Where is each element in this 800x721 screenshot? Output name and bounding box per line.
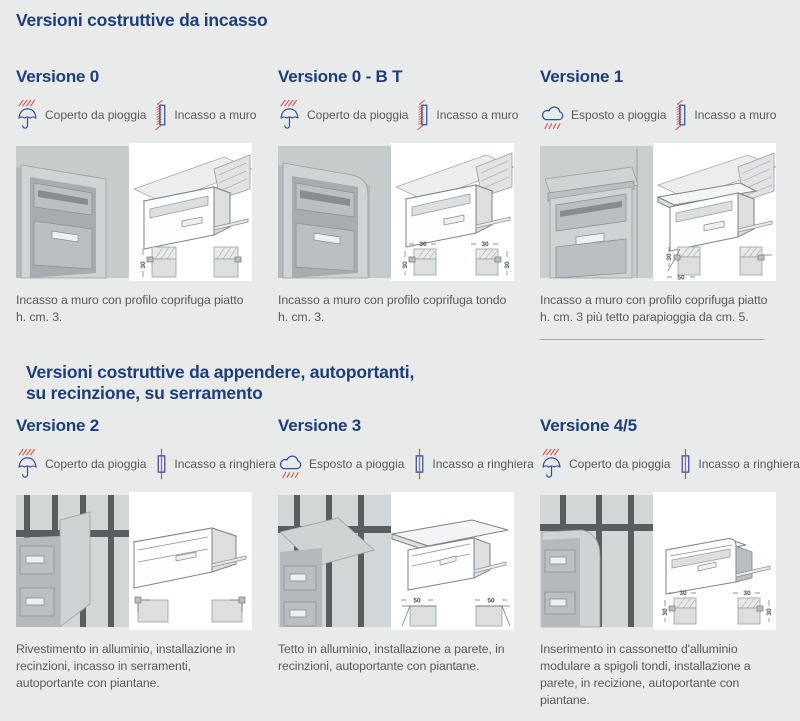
svg-text:30: 30 [419, 241, 427, 249]
wall-recess-icon [675, 96, 688, 134]
svg-text:30: 30 [481, 241, 489, 249]
badge-wall-recess [155, 96, 256, 134]
card-title: Versione 0 - B T [278, 67, 403, 87]
card-description: Incasso a muro con profilo coprifuga piatto h. cm. 3 più tetto parapioggia da cm. 5. [540, 293, 768, 325]
badge-label: Incasso a muro [436, 108, 519, 123]
illustration-versione-0-bt [278, 143, 514, 281]
badge-railing-recess [413, 445, 533, 483]
card-title: Versione 3 [278, 416, 362, 436]
rain-cloud-icon [540, 104, 565, 131]
card-description: Rivestimento in alluminio, installazione in recinzioni, incasso in serramenti, autoportante con piantane. [16, 642, 236, 691]
svg-text:30: 30 [766, 608, 773, 616]
section-title-line2: su recinzione, su serramento [26, 382, 263, 403]
badge-wall-recess [417, 96, 518, 134]
badge-row [540, 93, 776, 137]
badge-label: Incasso a ringhiera [174, 457, 276, 472]
illustration-versione-2 [16, 492, 252, 630]
badge-label: Incasso a ringhiera [698, 457, 800, 472]
wall-recess-icon [155, 96, 168, 134]
badge-row [278, 93, 519, 137]
badge-exposed [540, 100, 666, 131]
badge-label: Coperto da pioggia [45, 457, 147, 472]
badge-row [16, 93, 257, 137]
svg-text:30: 30 [679, 590, 687, 598]
svg-text:30: 30 [140, 261, 147, 269]
badge-railing-recess [155, 445, 275, 483]
section-title-line1: Versioni costruttive da appendere, autoportanti, [26, 361, 415, 382]
card-versione-3 [278, 416, 534, 687]
rain-cloud-icon [278, 453, 303, 480]
badge-row [540, 442, 800, 486]
badge-label: Coperto da pioggia [307, 108, 409, 123]
svg-text:30: 30 [743, 590, 751, 598]
svg-text:50: 50 [487, 597, 495, 605]
illustration-versione-3 [278, 492, 514, 630]
card-versione-1 [540, 67, 776, 339]
badge-label: Incasso a ringhiera [432, 457, 534, 472]
cards-row-2 [16, 416, 800, 721]
illustration-versione-0 [16, 143, 252, 281]
badge-covered [16, 446, 146, 482]
card-title: Versione 4/5 [540, 416, 637, 436]
card-description: Inserimento in cassonetto d'alluminio modulare a spigoli tondi, installazione a parete, in recizione, autoportante con piantane. [540, 642, 751, 708]
card-versione-2 [16, 416, 276, 704]
badge-label: Coperto da pioggia [569, 457, 671, 472]
badge-covered [278, 97, 408, 133]
badge-label: Incasso a muro [694, 108, 777, 123]
badge-covered [16, 97, 146, 133]
badge-row [16, 442, 276, 486]
badge-row [278, 442, 534, 486]
cards-row-1 [16, 67, 784, 339]
badge-label: Incasso a muro [174, 108, 257, 123]
umbrella-covered-icon [540, 446, 563, 482]
svg-text:30: 30 [662, 608, 669, 616]
card-versione-0-bt [278, 67, 519, 338]
badge-label: Coperto da pioggia [45, 108, 147, 123]
card-description: Tetto in alluminio, installazione a parete, in recinzioni, autoportante con piantane. [278, 642, 505, 674]
card-title: Versione 2 [16, 416, 100, 436]
umbrella-covered-icon [16, 97, 39, 133]
illustration-versione-1 [540, 143, 776, 281]
card-title: Versione 0 [16, 67, 100, 87]
wall-recess-icon [417, 96, 430, 134]
card-title: Versione 1 [540, 67, 624, 87]
railing-recess-icon [155, 445, 168, 483]
card-versione-4-5 [540, 416, 800, 721]
section-title-incasso: Versioni costruttive da incasso [16, 10, 268, 30]
badge-label: Esposto a pioggia [571, 108, 667, 123]
badge-railing-recess [679, 445, 799, 483]
railing-recess-icon [679, 445, 692, 483]
badge-covered [540, 446, 670, 482]
card-versione-0 [16, 67, 257, 338]
umbrella-covered-icon [278, 97, 301, 133]
svg-text:50: 50 [413, 597, 421, 605]
divider-line [540, 339, 764, 340]
badge-exposed [278, 449, 404, 480]
svg-text:50: 50 [677, 274, 685, 282]
card-description: Incasso a muro con profilo coprifuga tondo h. cm. 3. [278, 293, 507, 325]
railing-recess-icon [413, 445, 426, 483]
badge-wall-recess [675, 96, 776, 134]
svg-text:30: 30 [666, 253, 673, 261]
illustration-versione-4-5 [540, 492, 776, 630]
svg-text:30: 30 [402, 261, 409, 269]
svg-text:30: 30 [504, 261, 511, 269]
badge-label: Esposto a pioggia [309, 457, 405, 472]
umbrella-covered-icon [16, 446, 39, 482]
card-description: Incasso a muro con profilo coprifuga piatto h. cm. 3. [16, 293, 244, 325]
section-title-appendere [26, 362, 784, 405]
